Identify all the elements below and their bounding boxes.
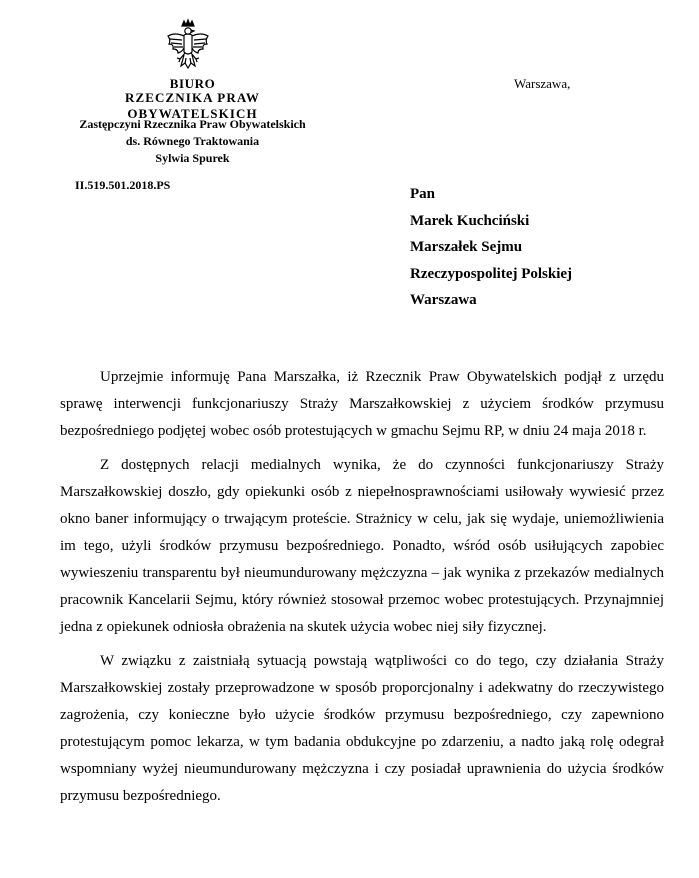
paragraph: Z dostępnych relacji medialnych wynika, że do czynności funkcjonariuszy Straży Marszałkowskiej doszło, gdy opiekunki osób z niepełnosprawnościami usiłowały wywiesić przez okno baner informujący o trwającym proteście. Strażnicy w celu, jak się wydaje, uniemożliwienia im tego, użyli środków przymusu bezpośredniego. Ponadto, wśród osób usiłujących zapobiec wywieszeniu transparentu był nieumundurowany mężczyzna – jak wynika z przekazów medialnych pracownik Kancelarii Sejmu, który również stosował przemoc wobec protestujących. Przynajmniej jedna z opiekunek odniosła obrażenia na skutek użycia wobec niej siły fizycznej. [60,457,664,635]
addressee-position: Marszałek Sejmu [410,239,523,255]
deputy-title: Zastępczyni Rzecznika Praw Obywatelskich [79,117,306,131]
addressee-name: Marek Kuchciński [410,212,530,229]
polish-eagle-emblem-icon [165,18,211,78]
office-name-line2: RZECZNIKA PRAW OBYWATELSKICH [125,90,260,121]
deputy-block [60,116,325,167]
addressee-block [410,181,572,314]
place-date: Warszawa, [514,76,571,91]
addressee-salutation: Pan [410,186,436,202]
deputy-name: Sylwia Spurek [155,151,230,165]
addressee-institution: Rzeczypospolitej Polskiej [410,265,573,282]
reference-number: II.519.501.2018.PS [75,178,171,192]
paragraph: Uprzejmie informuję Pana Marszałka, iż Rzecznik Praw Obywatelskich podjął z urzędu sprawę interwencji funkcjonariuszy Straży Marszałkowskiej z użyciem środków przymusu bezpośredniego podjętej wobec osób protestujących w gmachu Sejmu RP, w dniu 24 maja 2018 r. [60,369,664,439]
paragraph: W związku z zaistniałą sytuacją powstają wątpliwości co do tego, czy działania Straży Marszałkowskiej zostały przeprowadzone w sposób proporcjonalny i adekwatny do rzeczywistego zagrożenia, czy konieczne było użycie środków przymusu bezpośredniego, czy zapewniono protestującym pomoc lekarza, w tym badania obdukcyjne po zdarzeniu, a nadto jaką rolę odegrał wspomniany wyżej nieumundurowany mężczyzna i czy posiadał uprawnienia do użycia środków przymusu bezpośredniego. [60,653,664,804]
addressee-city: Warszawa [410,292,477,308]
office-name-line1: BIURO [169,76,216,91]
deputy-department: ds. Równego Traktowania [125,134,260,148]
letter-body [60,364,664,817]
